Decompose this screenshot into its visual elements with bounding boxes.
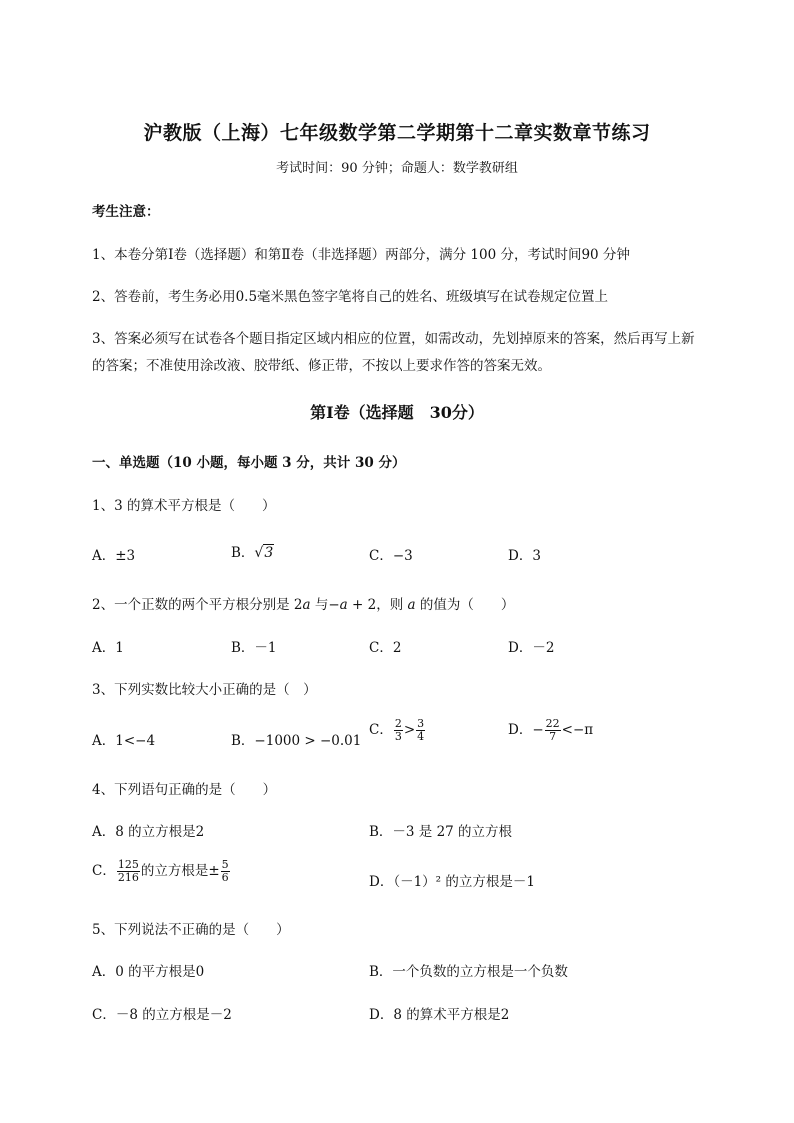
option-c-middle: 的立方根是±	[140, 863, 220, 879]
denominator: 3	[394, 730, 402, 743]
option-c-prefix: C．	[369, 722, 393, 738]
option-d-prefix: D．−	[508, 722, 544, 738]
question-5-option-c: C．－8 的立方根是－2	[92, 1007, 232, 1023]
numerator: 125	[117, 858, 139, 871]
variable-a: a	[302, 597, 311, 613]
question-4-option-b: B．－3 是 27 的立方根	[369, 824, 513, 840]
option-d-suffix: <−π	[561, 722, 594, 738]
stem-text: 2、一个正数的两个平方根分别是 2	[92, 597, 303, 613]
notice-item-3-line-1: 3、答案必须写在试卷各个题目指定区域内相应的位置，如需改动，先划掉原来的答案，然后再写上新	[92, 331, 695, 347]
stem-text: + 2，则	[347, 597, 408, 613]
denominator: 7	[549, 730, 557, 743]
question-4-option-d: D．（－1）² 的立方根是－1	[369, 874, 535, 890]
option-c-prefix: C．	[92, 863, 116, 879]
denominator: 6	[221, 871, 229, 884]
denominator: 4	[417, 730, 425, 743]
numerator: 5	[221, 858, 229, 871]
question-1-option-c: C．−3	[369, 548, 413, 564]
question-5-option-b: B．一个负数的立方根是一个负数	[369, 964, 568, 980]
question-3-option-a: A．1<−4	[92, 733, 156, 749]
variable-a: a	[407, 597, 416, 613]
fraction	[117, 859, 140, 884]
page-title: 沪教版（上海）七年级数学第二学期第十二章实数章节练习	[143, 122, 651, 144]
question-2-stem	[92, 593, 514, 613]
question-5-option-a: A．0 的平方根是0	[92, 964, 205, 980]
question-1-option-b	[231, 541, 274, 561]
stem-text: 与−	[310, 597, 340, 613]
question-4-option-a: A．8 的立方根是2	[92, 824, 205, 840]
question-3-stem: 3、下列实数比较大小正确的是（ ）	[92, 682, 317, 698]
fraction	[416, 718, 425, 743]
question-2-option-d: D．－2	[508, 640, 555, 656]
exam-info: 考试时间：90 分钟；命题人：数学教研组	[276, 161, 518, 176]
notice-item-1: 1、本卷分第Ⅰ卷（选择题）和第Ⅱ卷（非选择题）两部分，满分 100 分，考试时间90 分钟	[92, 247, 630, 263]
variable-a: a	[339, 597, 348, 613]
question-2-option-b: B．－1	[231, 640, 277, 656]
option-b-prefix: B．	[231, 545, 255, 561]
sqrt-expression: √3	[254, 545, 274, 561]
question-3-option-c	[369, 718, 426, 743]
numerator: 22	[545, 717, 560, 730]
fraction	[221, 859, 230, 884]
question-3-option-b: B．−1000 > −0.01	[231, 733, 362, 749]
question-1-option-d: D．3	[508, 548, 541, 564]
question-2-option-a: A．1	[92, 640, 124, 656]
fraction	[394, 718, 403, 743]
stem-text: 的值为（ ）	[415, 597, 515, 613]
question-5-stem: 5、下列说法不正确的是（ ）	[92, 922, 290, 938]
numerator: 3	[417, 717, 425, 730]
question-4-stem: 4、下列语句正确的是（ ）	[92, 782, 277, 798]
question-2-option-c: C．2	[369, 640, 402, 656]
question-1-option-a: A．±3	[92, 548, 136, 564]
sqrt-radicand: 3	[264, 545, 274, 561]
fraction	[545, 718, 561, 743]
denominator: 216	[117, 871, 139, 884]
notice-item-3-line-2: 的答案；不准使用涂改液、胶带纸、修正带，不按以上要求作答的答案无效。	[92, 358, 551, 374]
question-4-option-c	[92, 859, 231, 884]
part-title: 一、单选题（10 小题，每小题 3 分，共计 30 分）	[92, 455, 406, 471]
numerator: 2	[394, 717, 402, 730]
notice-heading: 考生注意：	[92, 204, 160, 220]
question-1-stem: 1、3 的算术平方根是（ ）	[92, 498, 276, 514]
comparison-operator: >	[403, 722, 416, 738]
question-3-option-d	[508, 718, 593, 743]
notice-item-2: 2、答卷前，考生务必用0.5毫米黑色签字笔将自己的姓名、班级填写在试卷规定位置上	[92, 289, 609, 305]
question-5-option-d: D．8 的算术平方根是2	[369, 1007, 510, 1023]
section-title: 第Ⅰ卷（选择题 30分）	[310, 403, 484, 422]
